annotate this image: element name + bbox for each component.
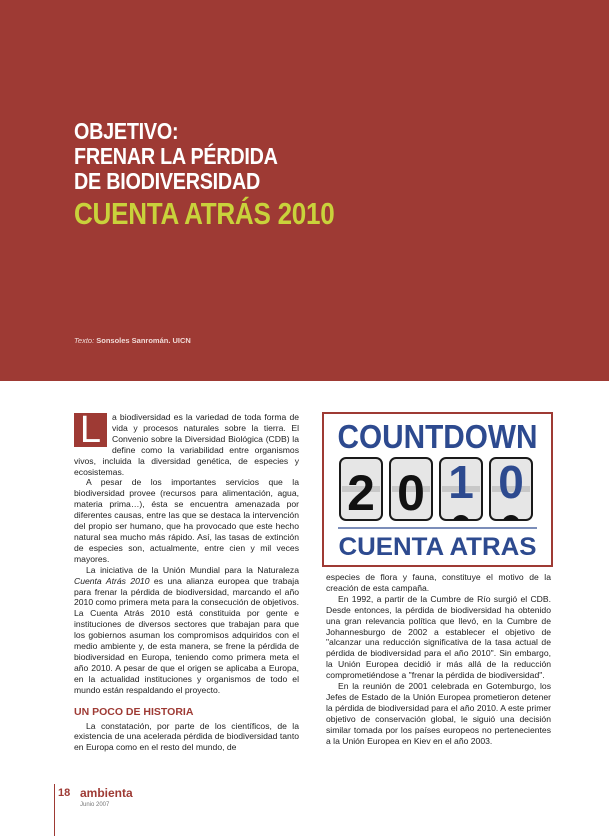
paragraph-continuation: especies de flora y fauna, constituye el motivo de la creación de esta campaña. xyxy=(326,572,551,593)
intro-paragraph xyxy=(74,409,299,477)
logo-countdown-text: COUNTDOWN xyxy=(337,418,538,455)
magazine-name: ambienta xyxy=(80,786,133,800)
logo-digit: 2 xyxy=(347,465,375,521)
paragraph-history-start: La constatación, por parte de los científicos, de la existencia de una acelerada pérdida de biodiversidad tanto en Europa como en el resto del mundo, de xyxy=(74,720,299,753)
title-line-2: FRENAR LA PÉRDIDA xyxy=(74,143,278,169)
author-credit xyxy=(74,336,191,345)
initiative-text-b: es una alianza europea que trabaja para frenar la pérdida de biodiversidad, marcando el año 2010 como primera meta para la consecución de objetivos. La Cuenta Atrás 2010 está constituida por gente e instituciones de diversos sectores que trabajan para que los gobiernos asuman los compromisos adquiridos con el medio ambiente y, de esta manera, se frene la pérdida de biodiversidad en Europa, teniendo como primera meta el año 2010. A pesar de que el origen se aplicaba a Europa, en la actualidad instituciones y organismos de todo el mundo están respaldando el proyecto. xyxy=(74,575,299,695)
logo-digit-tile xyxy=(490,456,532,533)
paragraph-threats: A pesar de los importantes servicios que la biodiversidad provee (recursos para alimentación, agua, materia prima…), ésta se encuentra amenazada por diferentes causas, entre las que se destaca la intervención del propio ser humano, que ha provocado que este hecho natural sea mucho más rápido. Así, las tasas de extinción de especies son, actualmente, entre cien y mil veces mayores. xyxy=(74,477,299,564)
page-number: 18 xyxy=(58,787,71,799)
intro-text: a biodiversidad es la variedad de toda forma de vida y procesos naturales sobre la tierra. El Convenio sobre la Diversidad Biológica (CDB) la define como la variabilidad entre organismos vivos, incluida la diversidad genética, de especies y ecosistemas. xyxy=(74,412,299,477)
logo-digit: 0 xyxy=(397,465,425,521)
paragraph-initiative xyxy=(74,565,299,696)
logo-digit-tile xyxy=(440,456,482,533)
logo-cuenta-atras-text: CUENTA ATRAS xyxy=(338,533,537,561)
drop-cap: L xyxy=(74,413,107,447)
title-line-1: OBJETIVO: xyxy=(74,118,179,144)
page-footer xyxy=(54,784,609,836)
paragraph-gothenburg: En la reunión de 2001 celebrada en Gotemburgo, los Jefes de Estado de la Unión Europea prometieron detener la pérdida de biodiversidad para el año 2010. A este primer objetivo de conservación global, le siguió una decisión similar tomada por los países europeos no pertenecientes a la Unión Europea en Kiev en el año 2003. xyxy=(326,681,551,746)
countdown-logo xyxy=(322,412,553,567)
footer-rule xyxy=(54,784,55,836)
logo-digit-next xyxy=(502,515,520,533)
title-line-3: DE BIODIVERSIDAD xyxy=(74,168,261,194)
credit-author: Sonsoles Sanromán. UICN xyxy=(96,336,191,345)
logo-digits xyxy=(340,456,532,533)
article-column-left xyxy=(74,409,299,753)
initiative-text-a: La iniciativa de la Unión Mundial para la Naturaleza xyxy=(86,564,299,575)
paragraph-rio: En 1992, a partir de la Cumbre de Río surgió el CDB. Desde entonces, la pérdida de biodiversidad ha obtenido una gran relevancia política que llevó, en la Cumbre de Johannesburgo de 2002 a establecer el objetivo de "alcanzar una reducción significativa de la tasa actual de pérdida de biodiversidad para el año 2010". Sin embargo, la Unión Europea decidió ir más allá de la reducción comprometiéndose a "frenar la pérdida de biodiversidad". xyxy=(326,593,551,681)
article-column-right xyxy=(326,572,551,747)
countdown-logo-graphic xyxy=(324,414,551,565)
issue-date: Junio 2007 xyxy=(80,802,110,808)
initiative-name: Cuenta Atrás 2010 xyxy=(74,575,150,586)
logo-digit-tile xyxy=(390,458,432,521)
logo-digit-next xyxy=(452,515,470,533)
header-banner xyxy=(0,0,609,381)
title-highlight: CUENTA ATRÁS 2010 xyxy=(74,196,335,231)
credit-prefix: Texto: xyxy=(74,336,97,345)
subheading: UN POCO DE HISTORIA xyxy=(74,705,194,718)
logo-digit-tile xyxy=(340,458,382,521)
logo-digit: 0 xyxy=(498,456,524,508)
logo-digit: 1 xyxy=(448,456,474,508)
